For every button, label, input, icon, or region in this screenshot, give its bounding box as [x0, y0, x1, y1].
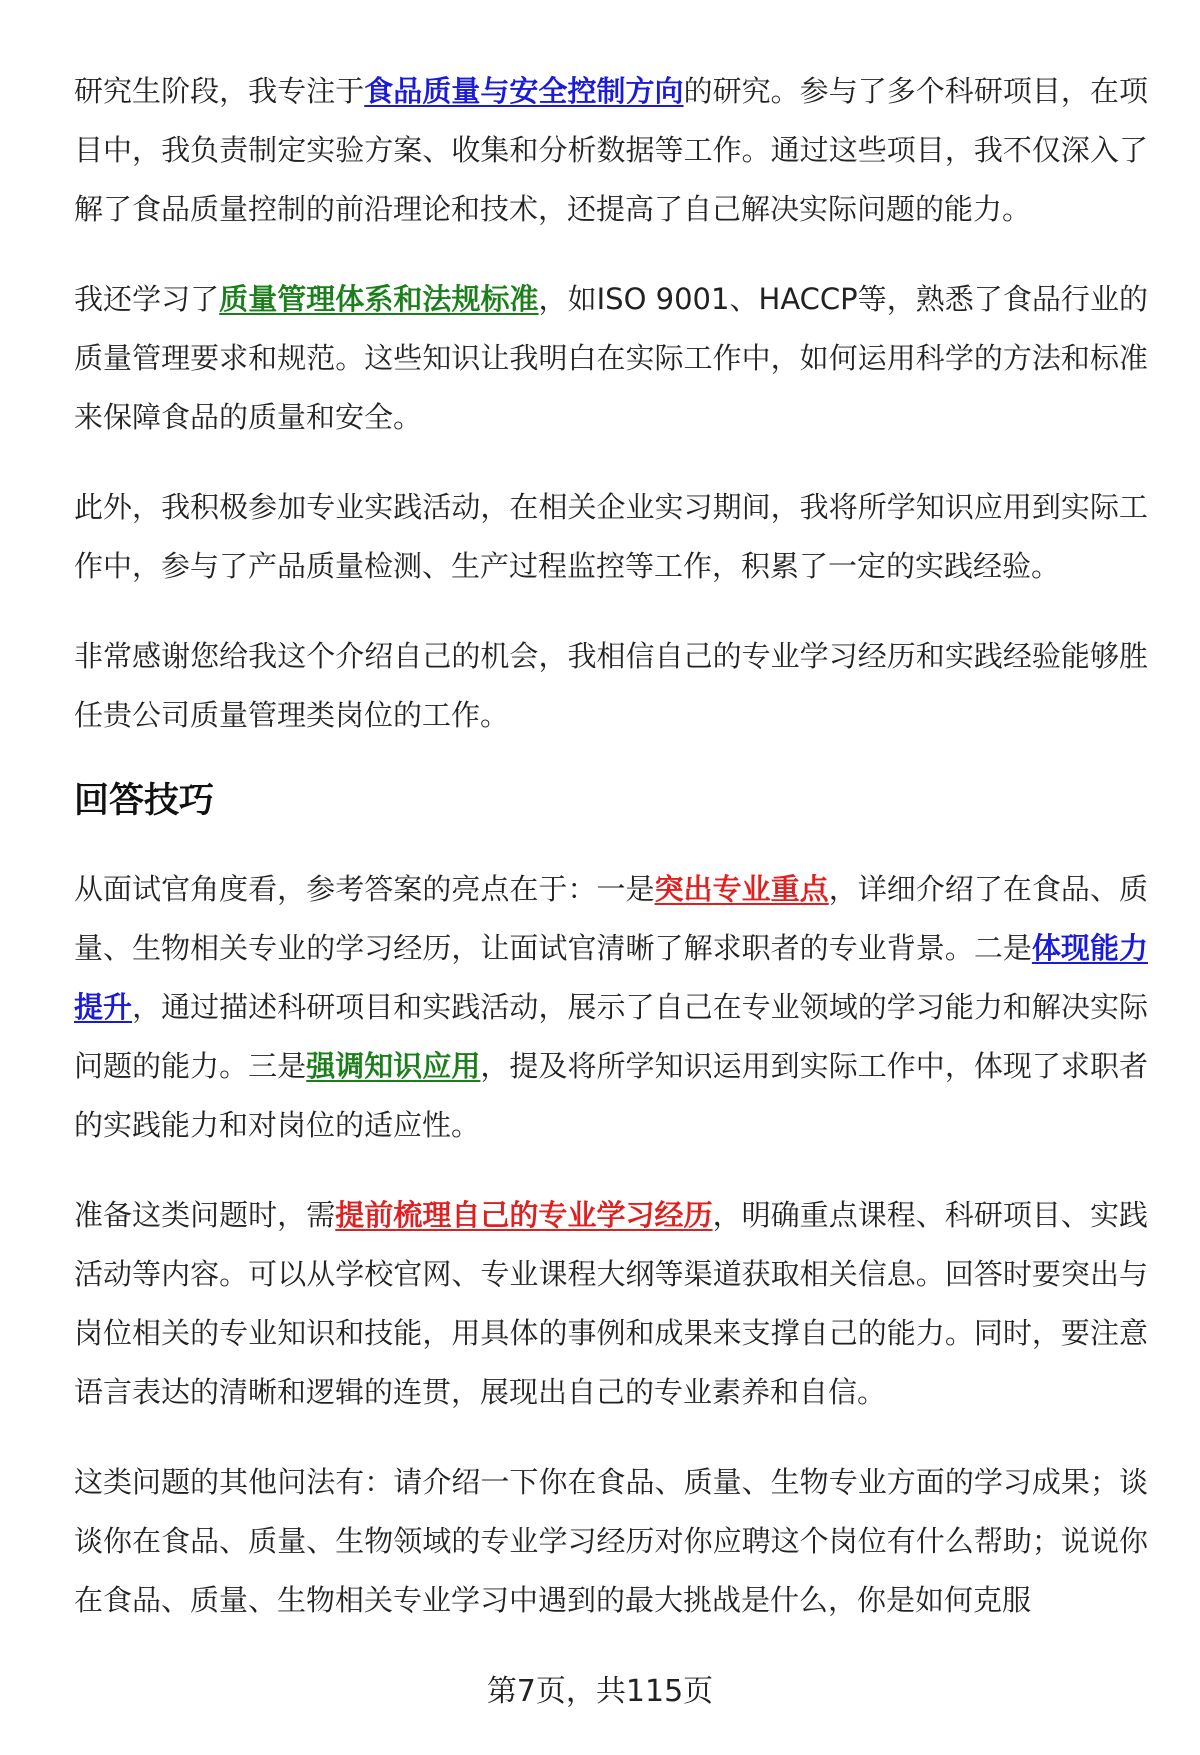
- paragraph: [74, 1453, 1148, 1630]
- paragraph: [74, 860, 1148, 1155]
- paragraph-text: 我还学习了: [74, 282, 220, 316]
- paragraph: [74, 270, 1148, 447]
- highlighted-phrase: 强调知识应用: [306, 1049, 481, 1083]
- paragraph: [74, 627, 1148, 745]
- highlighted-phrase: 提前梳理自己的专业学习经历: [335, 1198, 713, 1232]
- highlighted-phrase: 体现能力提升: [74, 931, 1148, 1024]
- paragraph-text: 此外，我积极参加专业实践活动，在相关企业实习期间，我将所学知识应用到实际工作中，参与了产品质量检测、生产过程监控等工作，积累了一定的实践经验。: [74, 490, 1148, 583]
- highlighted-phrase: 质量管理体系和法规标准: [219, 282, 539, 316]
- page-footer: 第7页，共115页: [486, 1674, 714, 1709]
- paragraph: [74, 478, 1148, 596]
- paragraph-text: 研究生阶段，我专注于: [74, 74, 365, 108]
- document-page: [74, 62, 1148, 1661]
- paragraph: [74, 62, 1148, 239]
- paragraph-text: ，明确重点课程、科研项目、实践活动等内容。可以从学校官网、专业课程大纲等渠道获取相关信息。回答时要突出与岗位相关的专业知识和技能，用具体的事例和成果来支撑自己的能力。同时，要注意语言表达的清晰和逻辑的连贯，展现出自己的专业素养和自信。: [74, 1198, 1148, 1409]
- paragraph-text: 的研究。参与了多个科研项目，在项目中，我负责制定实验方案、收集和分析数据等工作。通过这些项目，我不仅深入了解了食品质量控制的前沿理论和技术，还提高了自己解决实际问题的能力。: [74, 74, 1148, 226]
- paragraph-text: ，通过描述科研项目和实践活动，展示了自己在专业领域的学习能力和解决实际问题的能力。三是: [74, 990, 1148, 1083]
- highlighted-phrase: 食品质量与安全控制方向: [364, 74, 684, 108]
- paragraph-text: 准备这类问题时，需: [74, 1198, 336, 1232]
- paragraph-text: 非常感谢您给我这个介绍自己的机会，我相信自己的专业学习经历和实践经验能够胜任贵公司质量管理类岗位的工作。: [74, 639, 1148, 732]
- section-title: 回答技巧: [74, 781, 215, 821]
- top-paragraphs: [74, 62, 1148, 745]
- paragraph-text: 从面试官角度看，参考答案的亮点在于：一是: [74, 872, 655, 906]
- bottom-paragraphs: [74, 860, 1148, 1630]
- paragraph-text: ，提及将所学知识运用到实际工作中，体现了求职者的实践能力和对岗位的适应性。: [74, 1049, 1148, 1142]
- paragraph: [74, 1186, 1148, 1422]
- paragraph-text: 这类问题的其他问法有：请介绍一下你在食品、质量、生物专业方面的学习成果；谈谈你在食品、质量、生物领域的专业学习经历对你应聘这个岗位有什么帮助；说说你在食品、质量、生物相关专业学习中遇到的最大挑战是什么，你是如何克服: [74, 1465, 1148, 1617]
- highlighted-phrase: 突出专业重点: [654, 872, 829, 906]
- paragraph-text: ，如ISO 9001、HACCP等，熟悉了食品行业的质量管理要求和规范。这些知识让我明白在实际工作中，如何运用科学的方法和标准来保障食品的质量和安全。: [74, 282, 1148, 434]
- paragraph-text: ，详细介绍了在食品、质量、生物相关专业的学习经历，让面试官清晰了解求职者的专业背景。二是: [74, 872, 1148, 965]
